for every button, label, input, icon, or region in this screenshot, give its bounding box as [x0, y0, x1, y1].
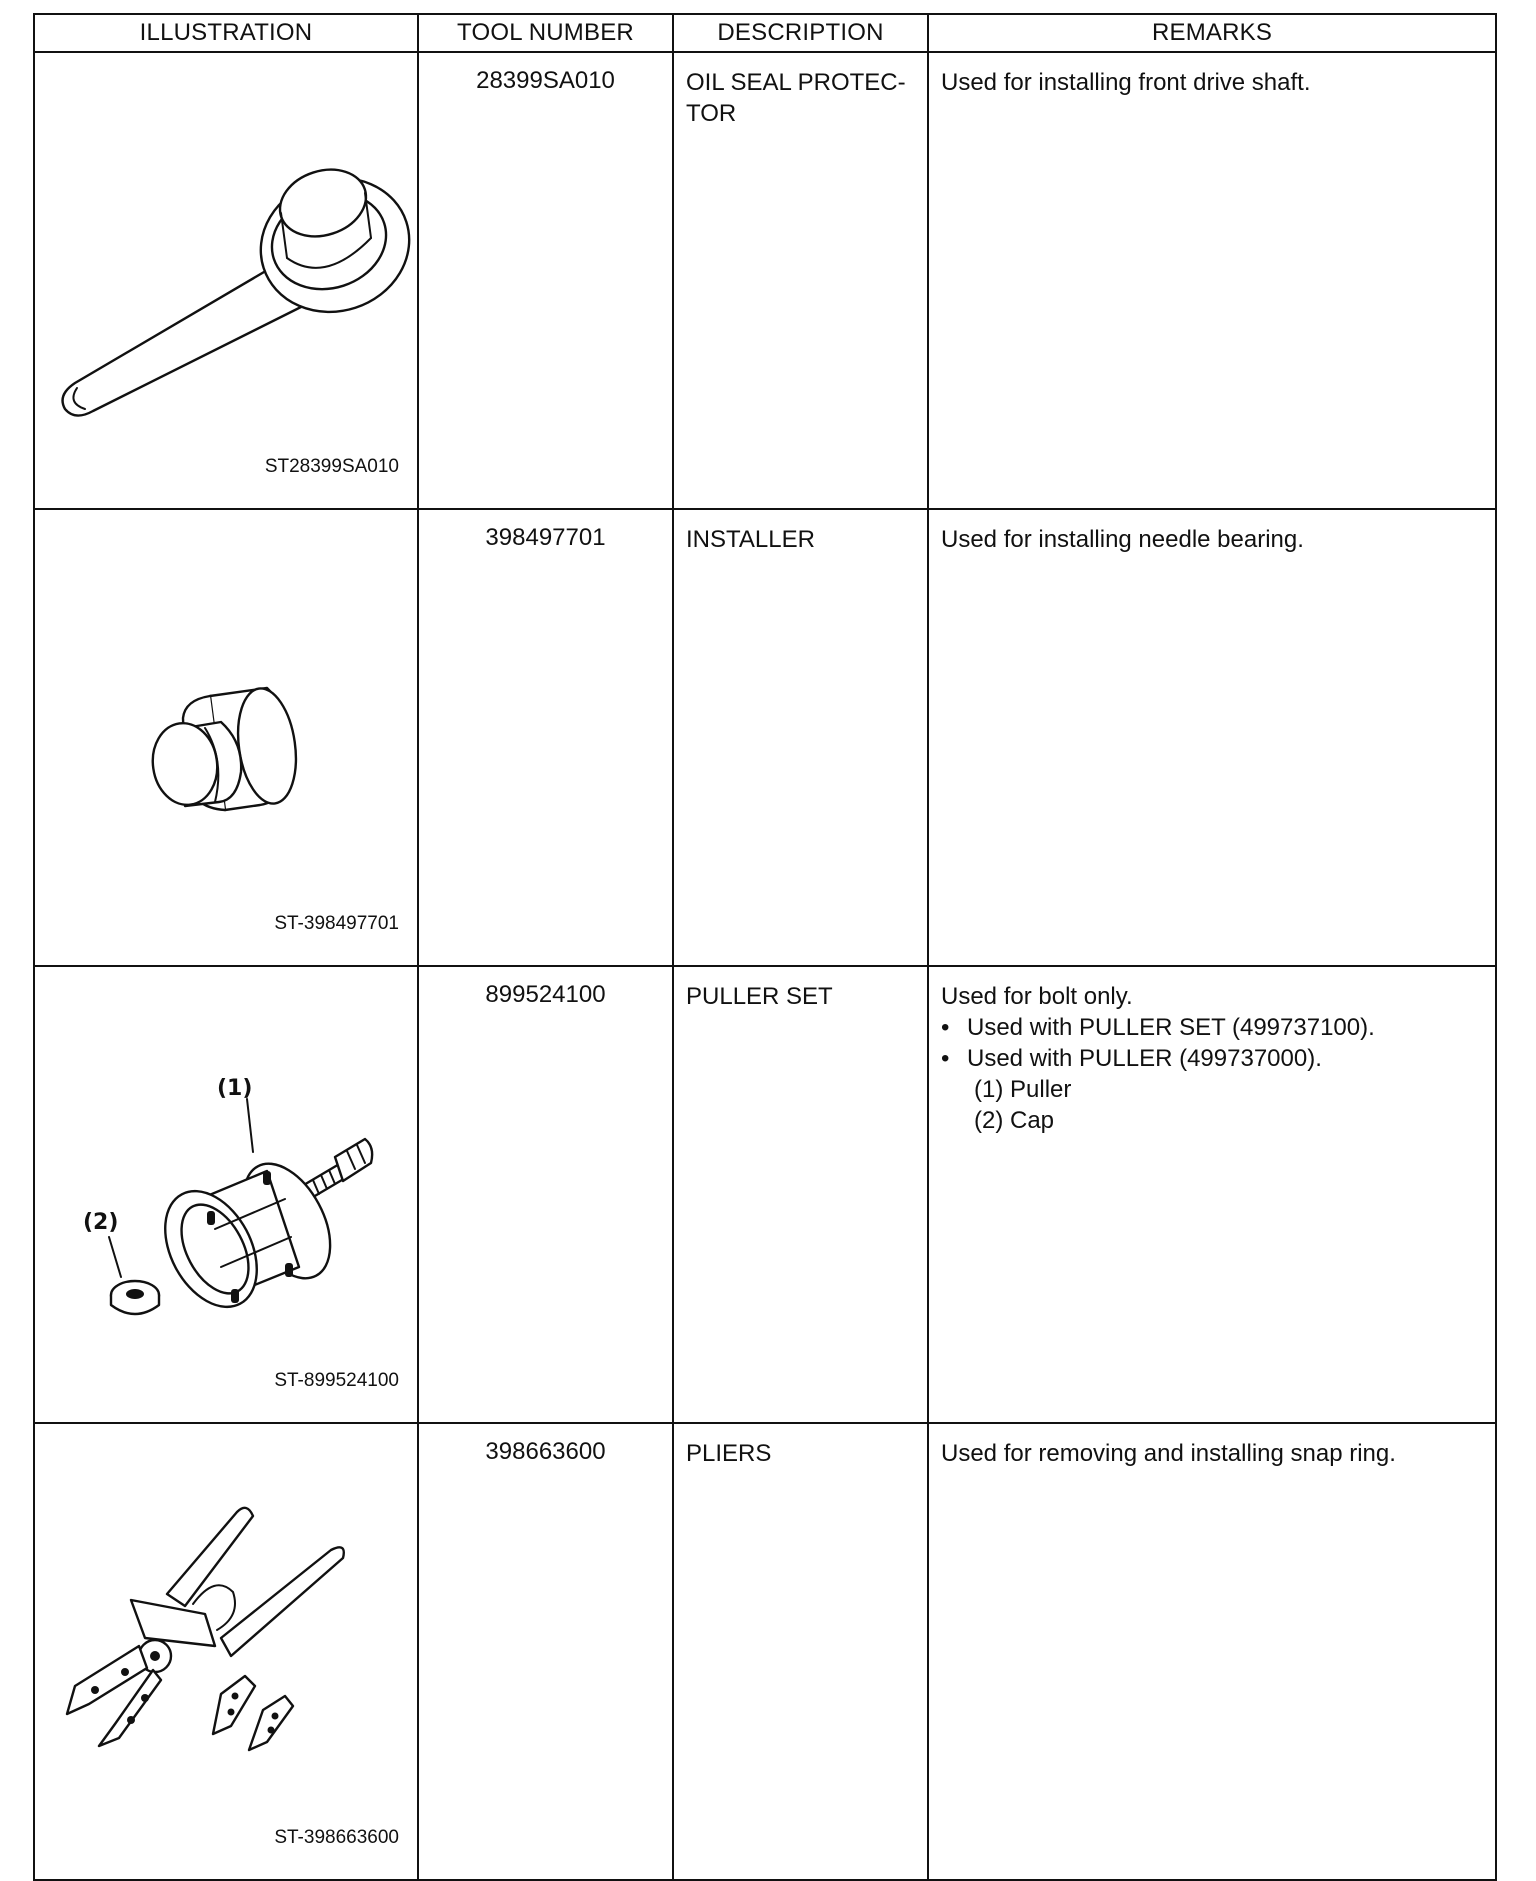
description-line: TOR — [686, 100, 737, 127]
installer-drawing — [35, 510, 419, 951]
bullet-text: Used with PULLER (499737000). — [967, 1045, 1322, 1072]
illustration-code: ST-899524100 — [274, 1370, 399, 1391]
header-illustration: ILLUSTRATION — [34, 14, 418, 52]
remarks — [928, 509, 1496, 966]
remarks-text: Used for installing needle bearing. — [941, 526, 1304, 553]
description-line: OIL SEAL PROTEC- — [686, 69, 906, 96]
description — [673, 1423, 928, 1880]
callout-1-label: (1) — [217, 1076, 253, 1101]
tool-number: 398497701 — [418, 509, 673, 966]
remarks-text: Used for bolt only. — [941, 983, 1133, 1010]
illustration-cell — [34, 966, 418, 1423]
header-tool-number: TOOL NUMBER — [418, 14, 673, 52]
sub-item: (2) Cap — [974, 1107, 1055, 1134]
illustration-cell — [34, 1423, 418, 1880]
bullet-icon: • — [941, 1014, 950, 1041]
description — [673, 509, 928, 966]
puller-set-drawing — [35, 967, 419, 1408]
illustration-code: ST28399SA010 — [264, 456, 399, 477]
table-row — [34, 52, 1496, 509]
remarks-bullet — [941, 1012, 1485, 1043]
header-row — [34, 14, 1496, 52]
special-tools-table — [33, 13, 1497, 1881]
remarks — [928, 1423, 1496, 1880]
illustration-code: ST-398663600 — [274, 1827, 399, 1848]
header-remarks: REMARKS — [928, 14, 1496, 52]
tool-number: 398663600 — [418, 1423, 673, 1880]
bullet-icon: • — [941, 1045, 950, 1072]
callout-2-label: (2) — [83, 1210, 119, 1235]
table-row — [34, 1423, 1496, 1880]
sub-item: (1) Puller — [974, 1076, 1072, 1103]
description — [673, 52, 928, 509]
remarks-bullet — [941, 1043, 1485, 1074]
description-line: INSTALLER — [686, 526, 815, 553]
description-line: PLIERS — [686, 1440, 772, 1467]
description-line: PULLER SET — [686, 983, 833, 1010]
table-row — [34, 509, 1496, 966]
remarks — [928, 966, 1496, 1423]
description — [673, 966, 928, 1423]
tool-number: 899524100 — [418, 966, 673, 1423]
bullet-text: Used with PULLER SET (499737100). — [967, 1014, 1375, 1041]
remarks-text: Used for removing and installing snap ring. — [941, 1440, 1396, 1467]
tool-number: 28399SA010 — [418, 52, 673, 509]
oil-seal-protector-drawing — [35, 53, 419, 494]
pliers-drawing — [35, 1424, 419, 1865]
remarks-text: Used for installing front drive shaft. — [941, 69, 1311, 96]
illustration-code: ST-398497701 — [274, 913, 399, 934]
illustration-cell — [34, 52, 418, 509]
illustration-cell — [34, 509, 418, 966]
remarks — [928, 52, 1496, 509]
header-description: DESCRIPTION — [673, 14, 928, 52]
table-row — [34, 966, 1496, 1423]
